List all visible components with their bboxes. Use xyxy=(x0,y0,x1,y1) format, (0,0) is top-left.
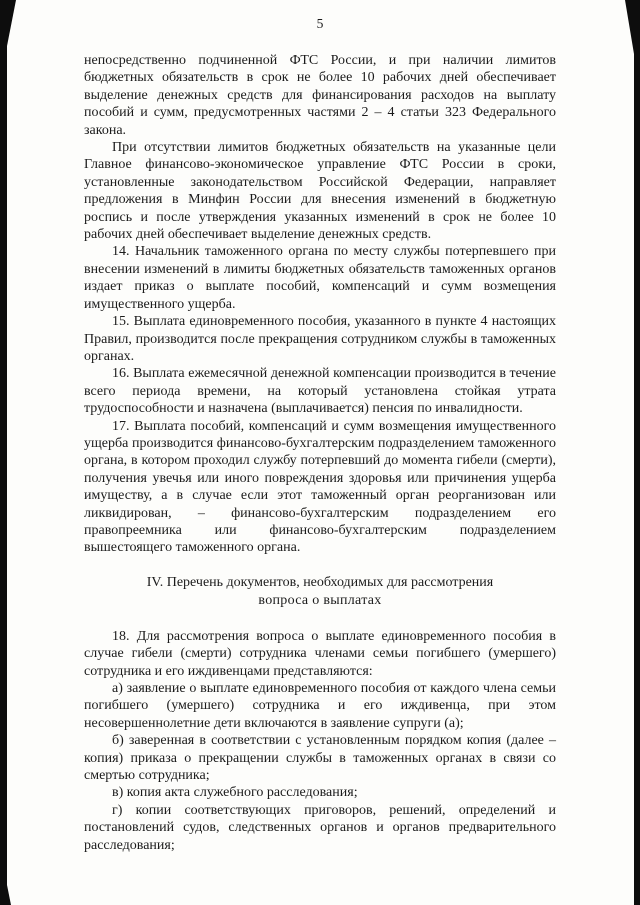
paragraph-continuation: непосредственно подчиненной ФТС России, и при наличии лимитов бюджетных обязательств в срок не более 10 рабочих дней обеспечивает выделение денежных средств для финансирования расходов на выплату пособий и сумм, предусмотренных частями 2 – 4 статьи 323 Федерального закона. xyxy=(84,53,556,138)
paragraph-item-14: 14. Начальник таможенного органа по месту службы потерпевшего при внесении изменений в лимиты бюджетных обязательств таможенных органов издает приказ о выплате пособий, компенсаций и сумм возмещения имущественного ущерба. xyxy=(84,244,556,312)
list-item-g: г) копии соответствующих приговоров, решений, определений и постановлений судов, следственных органов и органов предварительного расследования; xyxy=(84,802,556,853)
paragraph-item-17: 17. Выплата пособий, компенсаций и сумм возмещения имущественного ущерба производится финансово-бухгалтерским подразделением таможенного органа, в котором проходил службу потерпевший до момента гибели (смерти), получения увечья или иного повреждения здоровья или причинения ущерба имуществу, а в случае если этот таможенный орган реорганизован или ликвидирован, – финансово-бухгалтерским подразделением его правопреемника или финансово-бухгалтерским подразделением вышестоящего таможенного органа. xyxy=(84,418,556,556)
section-iv-heading-line2: вопроса о выплатах xyxy=(258,593,382,609)
scan-edge-left xyxy=(0,0,7,905)
page-number: 5 xyxy=(316,16,324,31)
paragraph-item-15: 15. Выплата единовременного пособия, указанного в пункте 4 настоящих Правил, производится после прекращения сотрудником службы в таможенных органах. xyxy=(84,314,556,364)
section-iv-heading xyxy=(84,574,556,611)
document-body xyxy=(84,52,556,854)
paragraph-item-18: 18. Для рассмотрения вопроса о выплате единовременного пособия в случае гибели (смерти) сотрудника членами семьи погибшего (умершего) сотрудника и его иждивенцами представляются: xyxy=(84,628,556,679)
list-item-a: а) заявление о выплате единовременного пособия от каждого члена семьи погибшего (умершего) сотрудника и его иждивенца, при этом несовершеннолетние дети включаются в заявление супруги (а); xyxy=(84,681,556,731)
section-iv-heading-line1: IV. Перечень документов, необходимых для рассмотрения xyxy=(146,574,494,590)
scan-edge-right xyxy=(634,0,640,905)
list-item-b: б) заверенная в соответствии с установленным порядком копия (далее – копия) приказа о прекращении службы в таможенных органах в связи со смертью сотрудника; xyxy=(84,733,556,784)
paragraph-no-limits: При отсутствии лимитов бюджетных обязательств на указанные цели Главное финансово-экономическое управление ФТС России в сроки, установленные законодательством Российской Федерации, направляет предложения в Минфин России для внесения изменений в бюджетную роспись и после утверждения указанных изменений в срок не более 10 рабочих дней обеспечивает выделение денежных средств. xyxy=(84,140,556,243)
paragraph-item-16: 16. Выплата ежемесячной денежной компенсации производится в течение всего периода времени, на который установлена стойкая утрата трудоспособности и назначена (выплачивается) пенсия по инвалидности. xyxy=(84,366,556,417)
list-item-v: в) копия акта служебного расследования; xyxy=(112,785,358,801)
